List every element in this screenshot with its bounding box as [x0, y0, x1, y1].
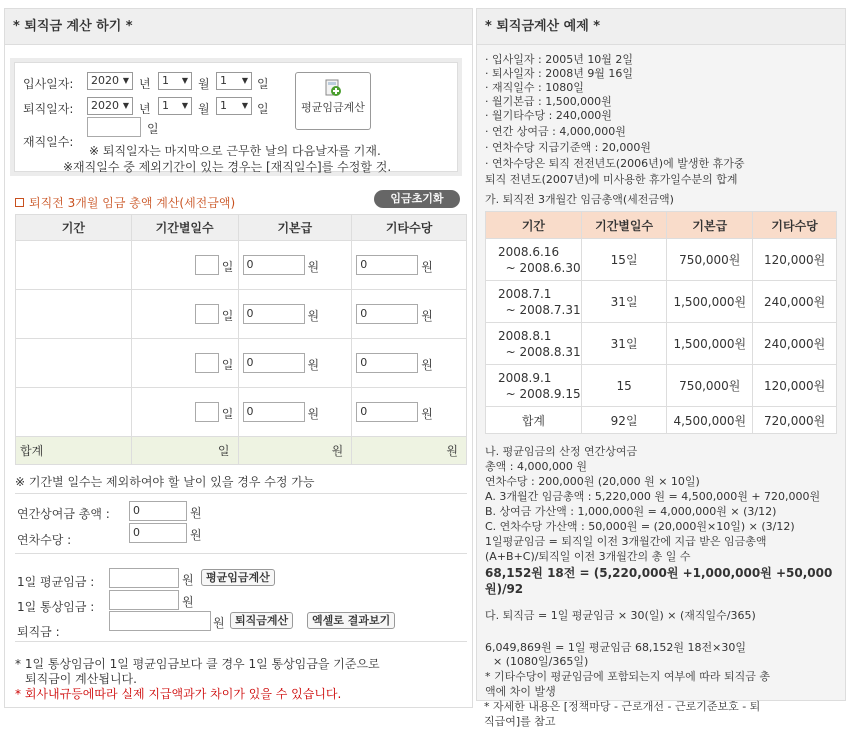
- example-note: * 자세한 내용은 [정책마당 - 근로개선 - 근로기준보호 - 퇴: [484, 700, 761, 713]
- severance-result: 6,049,869원 = 1일 평균임금 68,152원 18전×30일: [485, 641, 747, 654]
- work-days-unit: 일: [147, 122, 159, 136]
- th-base: 기본급: [667, 212, 753, 239]
- unit-day: 일: [221, 309, 234, 323]
- table-row: [16, 339, 467, 388]
- base-pay-input[interactable]: 0: [243, 353, 305, 373]
- calc-line: C. 연차수당 가산액 : 50,000원 = (20,000원×10일) × (3/12): [485, 520, 795, 533]
- th-period: 기간: [16, 215, 132, 241]
- daily-avg-label: 1일 평균임금 :: [17, 575, 95, 589]
- days-input[interactable]: [195, 402, 219, 422]
- period-cell: [16, 241, 132, 290]
- days-cell: 31일: [581, 323, 667, 365]
- day-unit: 일: [257, 102, 269, 116]
- example-line: · 연차수당은 퇴직 전전년도(2006년)에 발생한 휴가중: [485, 157, 745, 170]
- severance-calc-button[interactable]: 퇴직금계산: [230, 612, 293, 629]
- calc-line: (A+B+C)/퇴직일 이전 3개월간의 총 일 수: [485, 550, 691, 563]
- leave-month-select[interactable]: 1 ▼: [158, 97, 192, 115]
- table-row: [486, 239, 837, 281]
- severance-label: 퇴직금 :: [17, 625, 60, 639]
- avg-calc-label: 평균임금계산: [301, 101, 365, 114]
- divider: [15, 493, 467, 494]
- leave-year-select[interactable]: 2020 ▼: [87, 97, 133, 115]
- month-unit: 월: [198, 102, 210, 116]
- sum-other: 720,000원: [753, 407, 837, 434]
- example-title: * 퇴직금계산 예제 *: [477, 9, 845, 45]
- other-pay-input[interactable]: 0: [356, 255, 418, 275]
- unit-day: 일: [221, 260, 234, 274]
- base-pay-input[interactable]: 0: [243, 402, 305, 422]
- unit-won: 원: [307, 309, 320, 323]
- unit-won: 원: [190, 528, 202, 542]
- annual-bonus-label: 연간상여금 총액 :: [17, 507, 110, 521]
- footnote-3: * 회사내규등에따라 실제 지급액과가 차이가 있을 수 있습니다.: [15, 687, 342, 701]
- base-cell: 1,500,000원: [667, 323, 753, 365]
- unit-won: 원: [421, 358, 433, 372]
- month-unit: 월: [198, 77, 210, 91]
- example-note: 직급여]를 참고: [484, 715, 556, 728]
- annual-bonus-input[interactable]: 0: [129, 501, 187, 521]
- table-row: [16, 241, 467, 290]
- example-line: · 월기타수당 : 240,000원: [485, 109, 612, 122]
- unit-day: 일: [221, 407, 234, 421]
- calculator-panel: [4, 8, 473, 708]
- avg-wage-result: 68,152원 18전 = (5,220,000원 +1,000,000원 +50,000: [485, 566, 833, 580]
- example-line: 퇴직 전년도(2007년)에 미사용한 휴가일수분의 합계: [485, 173, 738, 186]
- days-input[interactable]: [195, 353, 219, 373]
- calc-line: 총액 : 4,000,000 원: [485, 460, 588, 473]
- days-cell: 15: [581, 365, 667, 407]
- sum-row: [486, 407, 837, 434]
- unit-won: 원: [182, 573, 194, 587]
- leave-allowance-label: 연차수당 :: [17, 533, 72, 547]
- date-input-box: [10, 58, 462, 176]
- th-days: 기간별일수: [131, 215, 238, 241]
- example-line: · 월기본급 : 1,500,000원: [485, 95, 612, 108]
- th-other: 기타수당: [352, 215, 467, 241]
- unit-won: 원: [307, 260, 320, 274]
- base-cell: 750,000원: [667, 239, 753, 281]
- year-unit: 년: [139, 77, 151, 91]
- example-note: * 기타수당이 평균임금에 포함되는지 여부에 따라 퇴직금 총: [485, 670, 770, 683]
- severance-result-cont: × (1080일/365일): [493, 655, 589, 668]
- base-cell: 750,000원: [667, 365, 753, 407]
- avg-calc-button[interactable]: [295, 72, 371, 130]
- footnote-2: 퇴직금이 계산됩니다.: [25, 672, 137, 686]
- base-pay-input[interactable]: 0: [243, 255, 305, 275]
- period-cell: 2008.6.16 ~ 2008.6.30: [486, 239, 582, 281]
- example-panel: [476, 8, 846, 701]
- unit-won: 원: [213, 616, 225, 630]
- other-pay-input[interactable]: 0: [356, 402, 418, 422]
- example-table: [485, 211, 837, 434]
- join-month-select[interactable]: 1 ▼: [158, 72, 192, 90]
- days-input[interactable]: [195, 255, 219, 275]
- unit-won: 원: [421, 309, 433, 323]
- footnote-1: * 1일 통상임금이 1일 평균임금보다 클 경우 1일 통상임금을 기준으로: [15, 657, 380, 671]
- join-day-select[interactable]: 1 ▼: [216, 72, 252, 90]
- reset-wage-button[interactable]: 임금초기화: [374, 190, 460, 208]
- calc-line: 1일평균임금 = 퇴직일 이전 3개월간에 지급 받은 임금총액: [485, 535, 767, 548]
- th-period: 기간: [486, 212, 582, 239]
- avg-wage-result-cont: 원)/92: [485, 582, 524, 596]
- th-other: 기타수당: [753, 212, 837, 239]
- sum-label: 합계: [16, 437, 132, 465]
- daily-normal-label: 1일 통상임금 :: [17, 600, 95, 614]
- period-cell: 2008.9.1 ~ 2008.9.15: [486, 365, 582, 407]
- divider: [15, 641, 467, 642]
- divider: [15, 553, 467, 554]
- unit-won: 원: [421, 260, 433, 274]
- sum-days: 92일: [581, 407, 667, 434]
- th-days: 기간별일수: [581, 212, 667, 239]
- calc-line: A. 3개월간 임금총액 : 5,220,000 원 = 4,500,000원 + 720,000원: [485, 490, 821, 503]
- daily-avg-input[interactable]: [109, 568, 179, 588]
- period-cell: 2008.7.1 ~ 2008.7.31: [486, 281, 582, 323]
- other-pay-input[interactable]: 0: [356, 304, 418, 324]
- calc-line: 나. 평균임금의 산정 연간상여금: [485, 445, 638, 458]
- unit-won: 원: [307, 407, 320, 421]
- unit-won: 원: [190, 506, 202, 520]
- wage-table: [15, 214, 467, 465]
- unit-won: 원: [307, 358, 320, 372]
- work-days-input[interactable]: [87, 117, 141, 137]
- note-days-editable: ※ 기간별 일수는 제외하여야 할 날이 있을 경우 수정 가능: [15, 475, 315, 489]
- days-cell: 31일: [581, 281, 667, 323]
- sum-base: 원: [238, 437, 352, 465]
- table-row: [486, 281, 837, 323]
- days-cell: 15일: [581, 239, 667, 281]
- table-row: [486, 323, 837, 365]
- period-cell: [16, 290, 132, 339]
- example-subtitle: 가. 퇴직전 3개월간 임금총액(세전금액): [485, 193, 674, 206]
- calculator-add-icon: [324, 79, 342, 97]
- day-unit: 일: [257, 77, 269, 91]
- note-work-days: ※재직일수 중 제외기간이 있는 경우는 [재직일수]를 수정할 것.: [63, 160, 392, 174]
- leave-allowance-input[interactable]: 0: [129, 523, 187, 543]
- base-cell: 1,500,000원: [667, 281, 753, 323]
- sum-label: 합계: [486, 407, 582, 434]
- example-line: · 재직일수 : 1080일: [485, 81, 584, 94]
- unit-won: 원: [182, 595, 194, 609]
- year-unit: 년: [139, 102, 151, 116]
- avg-wage-calc-button[interactable]: 평균임금계산: [201, 569, 275, 586]
- calculator-title: * 퇴직금 계산 하기 *: [5, 9, 472, 45]
- square-bullet-icon: [15, 198, 24, 207]
- example-line: · 퇴사일자 : 2008년 9월 16일: [485, 67, 634, 80]
- example-line: · 연차수당 지급기준액 : 20,000원: [485, 141, 651, 154]
- daily-normal-input[interactable]: [109, 590, 179, 610]
- period-cell: [16, 339, 132, 388]
- table-row: [486, 365, 837, 407]
- example-line: · 연간 상여금 : 4,000,000원: [485, 125, 626, 138]
- calc-line: 연차수당 : 200,000원 (20,000 원 × 10일): [485, 475, 700, 488]
- th-base: 기본급: [238, 215, 352, 241]
- table-row: [16, 388, 467, 437]
- leave-day-select[interactable]: 1 ▼: [216, 97, 252, 115]
- other-cell: 240,000원: [753, 323, 837, 365]
- period-cell: 2008.8.1 ~ 2008.8.31: [486, 323, 582, 365]
- work-days-label: 재직일수:: [23, 135, 74, 149]
- join-year-select[interactable]: 2020 ▼: [87, 72, 133, 90]
- unit-day: 일: [221, 358, 234, 372]
- severance-input[interactable]: [109, 611, 211, 631]
- other-cell: 240,000원: [753, 281, 837, 323]
- note-leave-date: ※ 퇴직일자는 마지막으로 근무한 날의 다음날자를 기재.: [89, 144, 381, 158]
- other-cell: 120,000원: [753, 365, 837, 407]
- period-cell: [16, 388, 132, 437]
- sum-days: 일: [131, 437, 238, 465]
- example-line: · 입사일자 : 2005년 10월 2일: [485, 53, 634, 66]
- sum-row: [16, 437, 467, 465]
- days-input[interactable]: [195, 304, 219, 324]
- table-row: [16, 290, 467, 339]
- other-cell: 120,000원: [753, 239, 837, 281]
- severance-formula: 다. 퇴직금 = 1일 평균임금 × 30(일) × (재직일수/365): [485, 609, 756, 622]
- calc-line: B. 상여금 가산액 : 1,000,000원 = 4,000,000원 × (3/12): [485, 505, 777, 518]
- join-date-label: 입사일자:: [23, 77, 74, 91]
- other-pay-input[interactable]: 0: [356, 353, 418, 373]
- unit-won: 원: [421, 407, 433, 421]
- sum-other: 원: [352, 437, 467, 465]
- sum-base: 4,500,000원: [667, 407, 753, 434]
- example-note: 액에 차이 발생: [485, 685, 556, 698]
- excel-result-button[interactable]: 엑셀로 결과보기: [307, 612, 395, 629]
- leave-date-label: 퇴직일자:: [23, 102, 74, 116]
- section-title: 퇴직전 3개월 임금 총액 계산(세전금액): [15, 194, 235, 211]
- base-pay-input[interactable]: 0: [243, 304, 305, 324]
